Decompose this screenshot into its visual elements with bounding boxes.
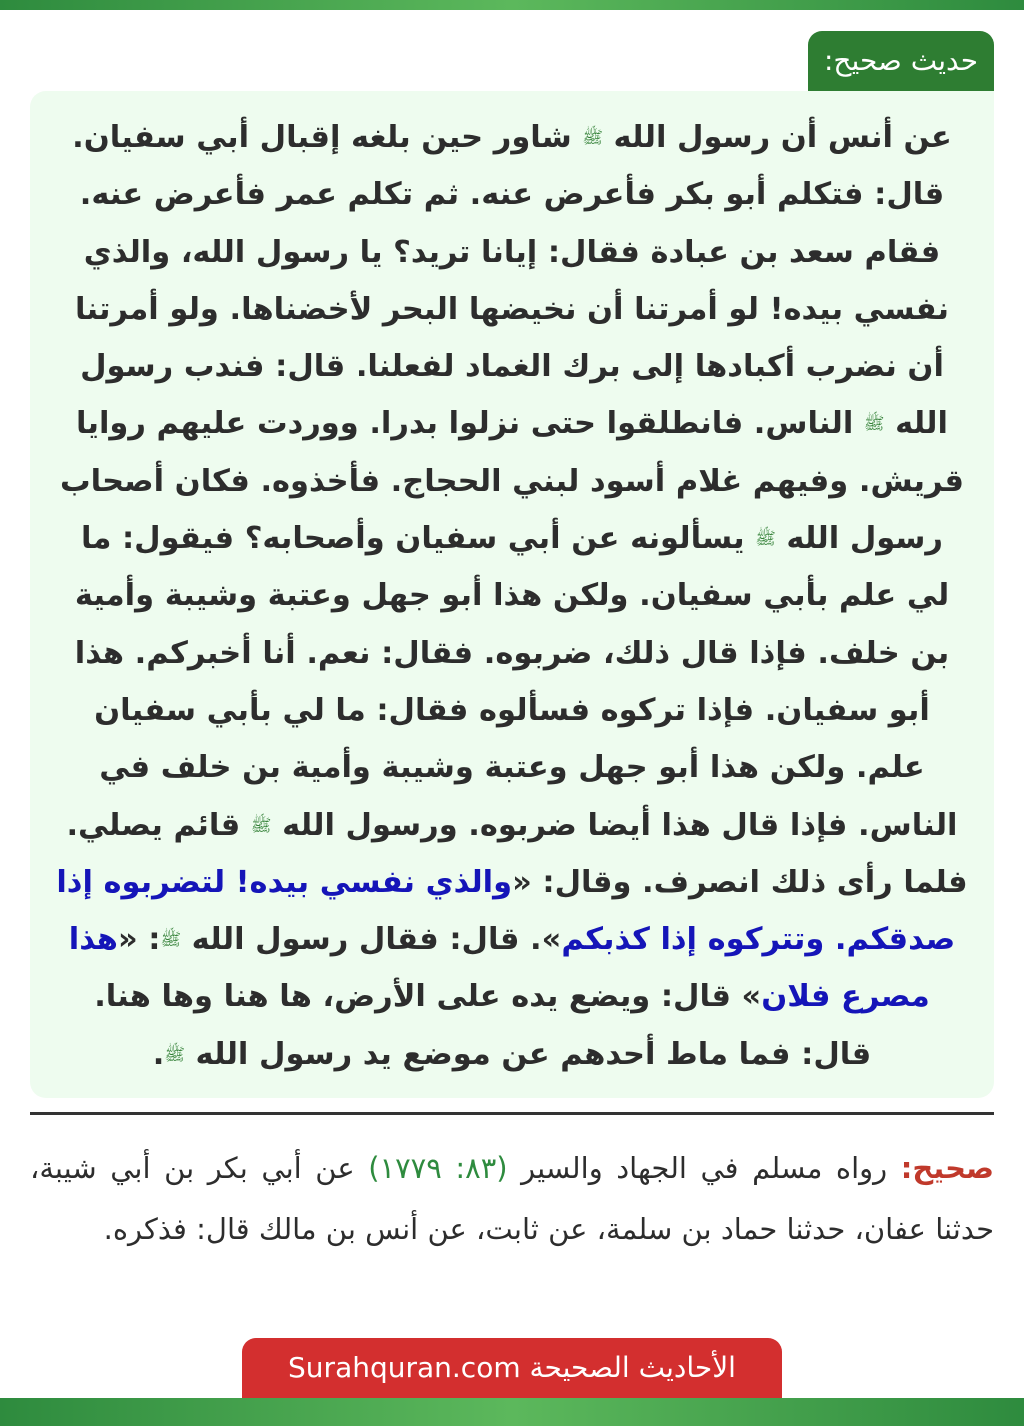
- hadith-text-part: ». قال: فقال رسول الله: [191, 922, 562, 958]
- source-reference: (٨٣: ١٧٧٩): [368, 1151, 508, 1185]
- hadith-text-part: قائم يصلي. فلما رأى ذلك انصرف. وقال: «: [66, 807, 968, 900]
- salawat-honorific-icon: ﷺ: [755, 529, 776, 550]
- salawat-honorific-icon: ﷺ: [582, 128, 603, 148]
- prophet-quote: والذي نفسي بيده! لتضربوه إذا صدقكم. وتتركوه إذا كذبكم: [56, 864, 956, 958]
- hadith-text: [56, 109, 968, 1083]
- hadith-text-part: شاور حين بلغه إقبال أبي سفيان. قال: فتكلم أبو بكر فأعرض عنه. ثم تكلم عمر فأعرض عنه. فقام سعد بن عبادة فقال: إيانا تريد؟ يا رسول الله، والذي نفسي بيده! لو أمرتنا أن نخيضها البحر لأخضناها. ولو أمرتنا أن نضرب أكبادها إلى برك الغماد لفعلنا. قال: فندب رسول الله: [72, 120, 949, 442]
- site-brand-button[interactable]: الأحاديث الصحيحة Surahquran.com: [242, 1338, 782, 1398]
- hadith-source: [30, 1138, 994, 1260]
- source-text: عن أبي بكر بن أبي شيبة، حدثنا عفان، حدثنا حماد بن سلمة، عن ثابت، عن أنس بن مالك قال: فذكره.: [30, 1151, 994, 1246]
- hadith-label-badge: حديث صحيح:: [808, 31, 994, 91]
- hadith-text-part: يسألونه عن أبي سفيان وأصحابه؟ فيقول: ما لي علم بأبي سفيان. ولكن هذا أبو جهل وعتبة وشيبة وأمية بن خلف. فإذا قال ذلك، ضربوه. فقال: نعم. أنا أخبركم. هذا أبو سفيان. فإذا تركوه فسألوه فقال: ما لي بأبي سفيان علم. ولكن هذا أبو جهل وعتبة وشيبة وأمية بن خلف في الناس. فإذا قال هذا أيضا ضربوه. ورسول الله: [74, 521, 958, 843]
- section-divider: [30, 1112, 994, 1115]
- hadith-text-part: .: [152, 1036, 165, 1072]
- hadith-text-part: عن أنس أن رسول الله: [613, 120, 952, 155]
- salawat-honorific-icon: ﷺ: [250, 815, 272, 836]
- bottom-accent-bar: [0, 1398, 1024, 1426]
- salawat-honorific-icon: ﷺ: [164, 1044, 185, 1065]
- hadith-text-part: » قال: ويضع يده على الأرض، ها هنا وها هنا. قال: فما ماط أحدهم عن موضع يد رسول الله: [94, 979, 872, 1072]
- top-accent-bar: [0, 0, 1024, 10]
- hadith-text-part: الناس. فانطلقوا حتى نزلوا بدرا. ووردت عليهم روايا قريش. وفيهم غلام أسود لبني الحجاج. فأخذوه. فكان أصحاب رسول الله: [60, 406, 964, 557]
- hadith-text-part: : «: [117, 922, 161, 958]
- hadith-text-box: [30, 91, 994, 1098]
- prophet-quote: هذا مصرع فلان: [68, 922, 930, 1015]
- hadith-grade: صحيح:: [900, 1151, 994, 1185]
- salawat-honorific-icon: ﷺ: [160, 930, 182, 951]
- source-text: رواه مسلم في الجهاد والسير: [521, 1151, 888, 1185]
- salawat-honorific-icon: ﷺ: [863, 414, 885, 435]
